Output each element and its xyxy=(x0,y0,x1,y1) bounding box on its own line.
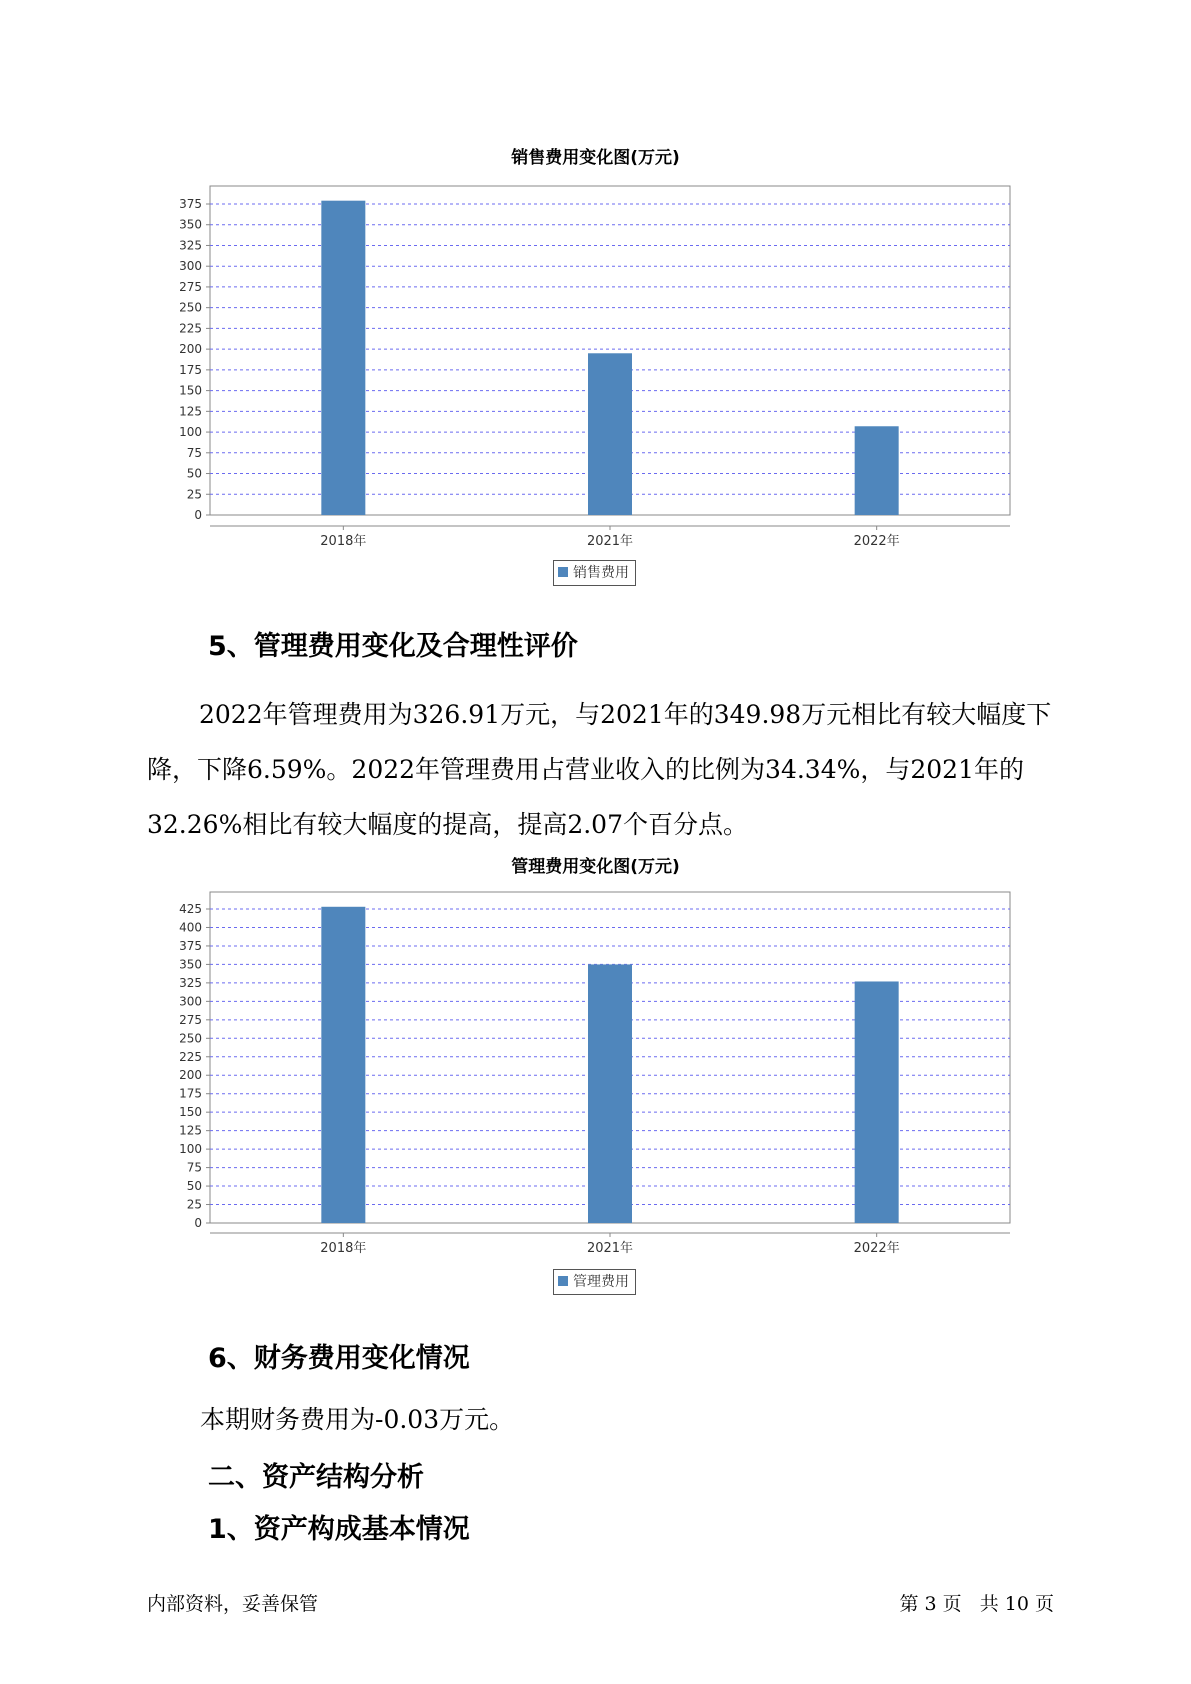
y-tick-label: 50 xyxy=(186,1179,202,1194)
y-tick-label: 175 xyxy=(179,362,202,377)
section-5-paragraph: 2022年管理费用为326.91万元，与2021年的349.98万元相比有较大幅度下降，下降6.59%。2022年管理费用占营业收入的比例为34.34%，与2021年的32.26%相比有较大幅度的提高，提高2.07个百分点。 xyxy=(147,700,1052,839)
y-tick-label: 0 xyxy=(194,508,202,522)
y-tick-label: 425 xyxy=(179,902,202,916)
admin-chart-legend xyxy=(553,1269,636,1295)
y-tick-label: 225 xyxy=(179,1049,202,1064)
footer-confidential-note: 内部资料，妥善保管 xyxy=(147,1593,319,1615)
x-tick-label: 2018年 xyxy=(320,534,367,549)
y-tick-label: 300 xyxy=(179,259,202,274)
bar xyxy=(855,981,899,1223)
y-tick-label: 100 xyxy=(179,425,202,440)
section-6-text: 本期财务费用为-0.03万元。 xyxy=(200,1405,515,1434)
bar xyxy=(588,964,632,1223)
y-tick-label: 325 xyxy=(179,238,202,253)
x-tick-label: 2022年 xyxy=(853,1241,900,1256)
y-tick-label: 50 xyxy=(186,466,202,481)
legend-label: 管理费用 xyxy=(573,1274,629,1290)
legend-label: 销售费用 xyxy=(573,565,629,581)
y-tick-label: 300 xyxy=(179,994,202,1009)
y-tick-label: 175 xyxy=(179,1086,202,1101)
y-tick-label: 225 xyxy=(179,321,202,336)
y-tick-label: 25 xyxy=(186,1197,202,1212)
y-tick-label: 125 xyxy=(179,404,202,419)
y-tick-label: 150 xyxy=(179,1105,202,1120)
y-tick-label: 250 xyxy=(179,1031,202,1046)
y-tick-label: 250 xyxy=(179,300,202,315)
y-tick-label: 375 xyxy=(179,938,202,953)
bar xyxy=(321,907,365,1223)
legend-swatch xyxy=(558,1276,568,1286)
y-tick-label: 275 xyxy=(179,279,202,294)
x-tick-label: 2022年 xyxy=(853,534,900,549)
y-tick-label: 200 xyxy=(179,342,202,357)
y-tick-label: 0 xyxy=(194,1216,202,1230)
part-2-heading: 二、资产结构分析 xyxy=(208,1462,424,1493)
x-tick-label: 2021年 xyxy=(586,1241,634,1256)
part-2-section-1-heading: 1、资产构成基本情况 xyxy=(208,1514,470,1545)
admin-chart-title: 管理费用变化图(万元) xyxy=(511,857,680,877)
y-tick-label: 400 xyxy=(179,920,202,935)
y-tick-label: 150 xyxy=(179,383,202,398)
y-tick-label: 350 xyxy=(179,957,202,972)
footer-page-number: 第 3 页 共 10 页 xyxy=(899,1593,1054,1615)
y-tick-label: 125 xyxy=(179,1123,202,1138)
sales-chart-title: 销售费用变化图(万元) xyxy=(511,148,680,168)
y-tick-label: 100 xyxy=(179,1142,202,1157)
section-5-heading: 5、管理费用变化及合理性评价 xyxy=(208,631,578,662)
y-tick-label: 25 xyxy=(186,487,202,502)
y-tick-label: 350 xyxy=(179,217,202,232)
y-tick-label: 75 xyxy=(186,445,202,460)
y-tick-label: 200 xyxy=(179,1068,202,1083)
y-tick-label: 275 xyxy=(179,1012,202,1027)
x-tick-label: 2021年 xyxy=(586,534,634,549)
y-tick-label: 325 xyxy=(179,975,202,990)
y-tick-label: 75 xyxy=(186,1160,202,1175)
x-tick-label: 2018年 xyxy=(320,1241,367,1256)
y-tick-label: 375 xyxy=(179,197,202,211)
section-6-heading: 6、财务费用变化情况 xyxy=(208,1343,470,1374)
